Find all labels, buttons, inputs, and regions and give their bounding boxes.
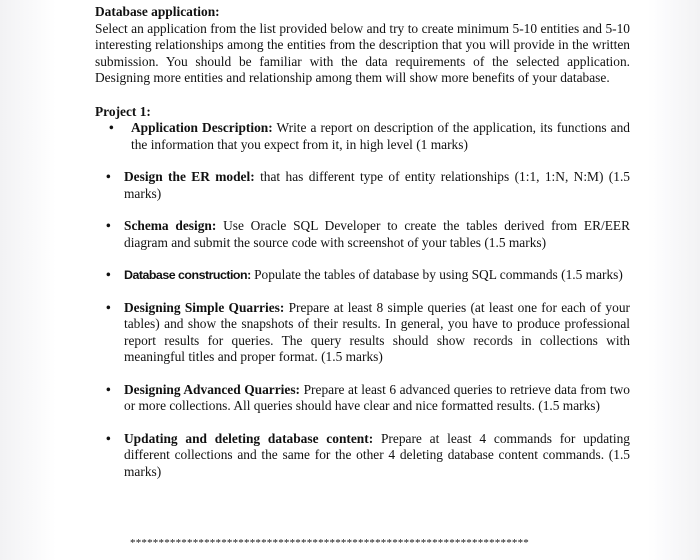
task-text: Populate the tables of database by using SQL commands (1.5 marks)	[254, 267, 623, 282]
task-list	[95, 120, 630, 480]
task-text: Prepare at least 4 commands for updating different collections and the same for the other 4 deleting database content commands. (1.5 marks)	[124, 430, 630, 479]
task-text: Prepare at least 8 simple queries (at least one for each of your tables) and show the snapshots of their results. In general, you have to produce professional report results for queries. The query results should show records in collections with meaningful titles and proper format. (1.5 marks)	[124, 299, 630, 364]
task-text: Write a report on description of the application, its functions and the information that you expect from it, in high level (1 marks)	[131, 120, 631, 152]
bullet-icon: •	[106, 218, 111, 233]
bullet-icon: •	[106, 381, 111, 397]
task-lead: Designing Advanced Quarries:	[124, 381, 301, 397]
bullet-icon: •	[109, 120, 114, 135]
task-lead: Application Description:	[131, 120, 273, 135]
intro-paragraph: Select an application from the list provided below and try to create minimum 5-10 entities and 5-10 interesting relationships among the entities from the description that you will provide in the written submission. You should be familiar with the data requirements of the selected application. Designing more entities and relationship among them will show more benefits of your database.	[95, 20, 630, 85]
bullet-icon: •	[106, 430, 111, 446]
task-text: Prepare at least 6 advanced queries to retrieve data from two or more collections. All queries should have clear and nice formatted results. (1.5 marks)	[124, 381, 630, 413]
task-lead: Database construction:	[124, 268, 251, 282]
task-lead: Updating and deleting database content:	[124, 430, 374, 446]
task-item-er-model	[95, 169, 630, 202]
bullet-icon: •	[106, 169, 111, 184]
task-item-simple-quarries	[95, 300, 630, 366]
task-item-database-construction	[95, 267, 630, 284]
task-item-schema-design	[95, 218, 630, 251]
bullet-icon: •	[106, 299, 111, 315]
page-shadow-right	[648, 0, 700, 560]
separator-line: **********************************************************************	[130, 537, 529, 549]
task-item-advanced-quarries	[95, 382, 630, 415]
document-content	[95, 4, 630, 480]
task-lead: Design the ER model:	[124, 169, 255, 184]
task-text: Use Oracle SQL Developer to create the tables derived from ER/EER diagram and submit the source code with screenshot of your tables (1.5 marks)	[124, 218, 631, 250]
page-shadow-left	[0, 0, 56, 560]
task-item-updating-deleting	[95, 431, 630, 481]
project-title: Project 1:	[95, 103, 151, 119]
task-text: that has different type of entity relationships (1:1, 1:N, N:M) (1.5 marks)	[124, 169, 630, 201]
section-heading: Database application:	[95, 4, 220, 19]
task-lead: Schema design:	[124, 218, 217, 233]
task-lead: Designing Simple Quarries:	[124, 299, 285, 315]
bullet-icon: •	[106, 267, 111, 282]
task-item-application-description	[95, 120, 630, 153]
